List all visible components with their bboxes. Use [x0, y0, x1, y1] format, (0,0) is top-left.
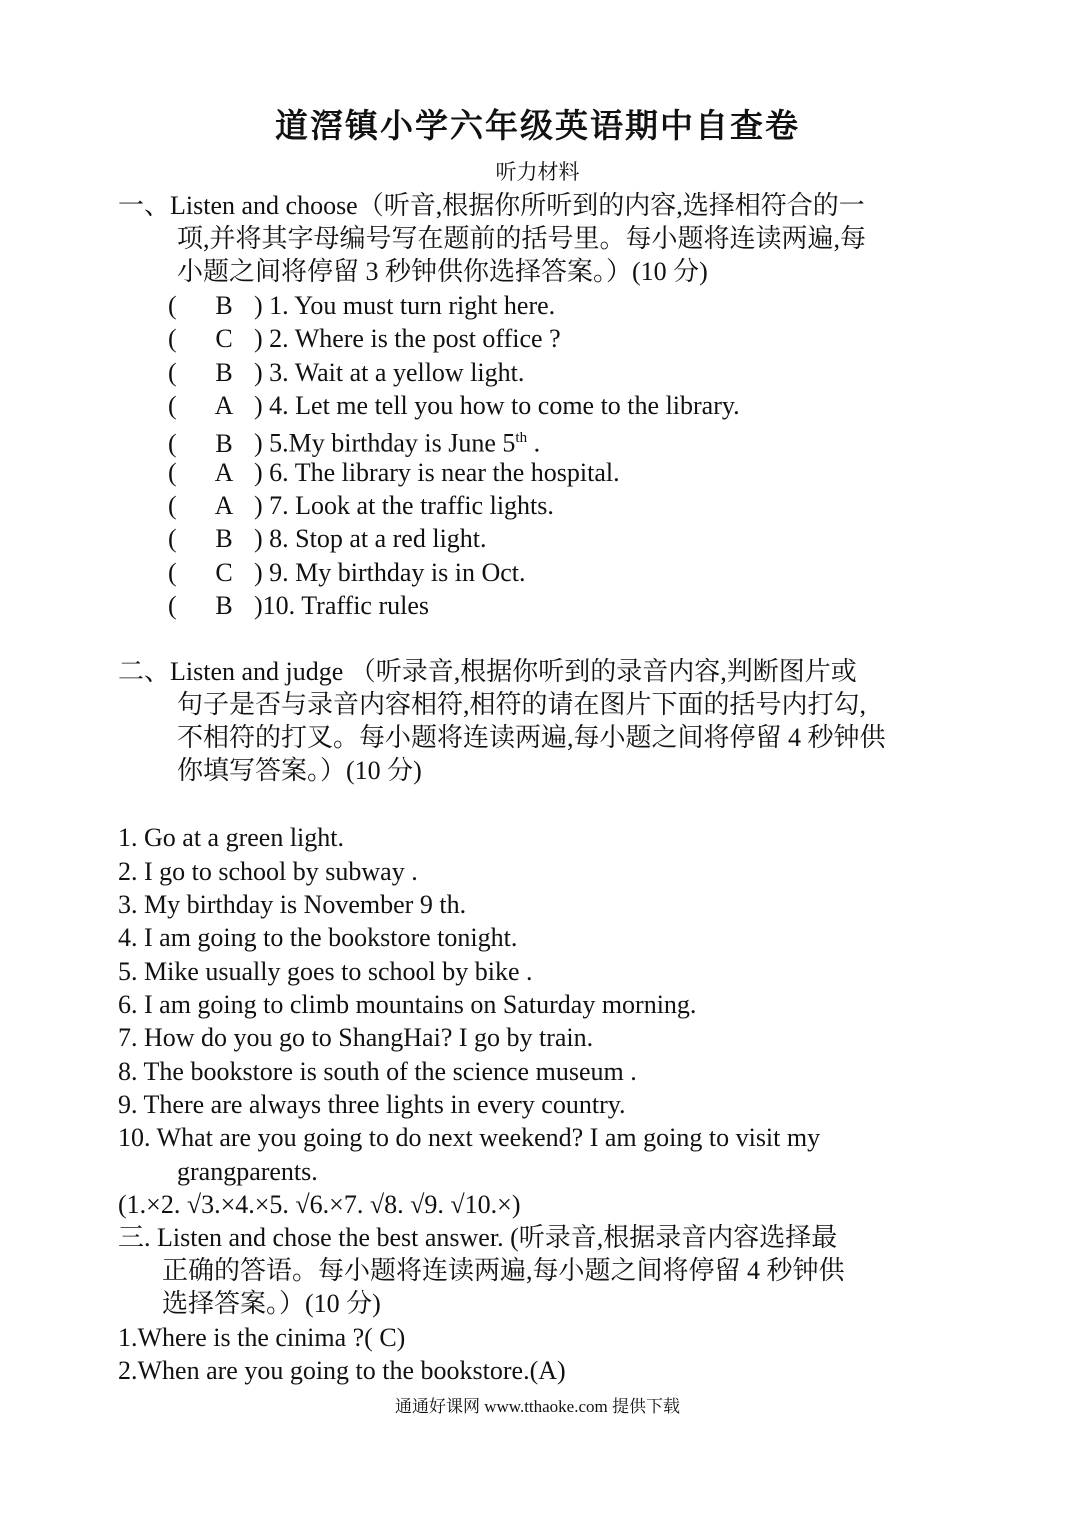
choice-text: ) 9. My birthday is in Oct. [254, 558, 526, 587]
section2-heading-line-1: 二、Listen and judge （听录音,根据你听到的录音内容,判断图片或 [118, 657, 857, 686]
choice-text: ) 5.My birthday is June 5 [254, 428, 516, 458]
choice-item: ( B ) 5.My birthday is June 5th . [168, 428, 541, 458]
section1-heading-line-2: 项,并将其字母编号写在题前的括号里。每小题将连读两遍,每 [177, 224, 867, 253]
choice-text: ) 6. The library is near the hospital. [254, 458, 620, 487]
choice-answer: B [215, 428, 233, 458]
answer-item: 1.Where is the cinima ?( C) [118, 1323, 406, 1352]
choice-answer: B [215, 358, 233, 387]
section2-heading-line-4: 你填写答案。）(10 分) [177, 756, 422, 785]
page-subtitle: 听力材料 [495, 160, 580, 184]
choice-item: ( B ) 1. You must turn right here. [168, 291, 556, 320]
judge-item: 8. The bookstore is south of the science museum . [118, 1057, 637, 1086]
choice-item: ( A ) 6. The library is near the hospital. [168, 458, 620, 487]
choice-item: ( C ) 9. My birthday is in Oct. [168, 558, 526, 587]
choice-answer: C [215, 324, 233, 353]
choice-answer: B [215, 591, 233, 620]
section2-heading-line-3: 不相符的打叉。每小题将连读两遍,每小题之间将停留 4 秒钟供 [177, 723, 886, 752]
choice-answer: C [215, 558, 233, 587]
judge-item: 4. I am going to the bookstore tonight. [118, 923, 518, 952]
choice-item: ( C ) 2. Where is the post office ? [168, 324, 561, 353]
choice-answer: A [214, 458, 234, 487]
choice-text: ) 7. Look at the traffic lights. [254, 491, 554, 520]
choice-text-superscript: th [515, 430, 528, 446]
footer-credit: 通通好课网 www.tthaoke.com 提供下载 [394, 1397, 681, 1416]
choice-text: ) 8. Stop at a red light. [254, 524, 487, 553]
section3-heading-line-1: 三. Listen and chose the best answer. (听录音,根据录音内容选择最 [118, 1223, 838, 1252]
choice-item: ( B )10. Traffic rules [168, 591, 430, 620]
section1-heading-line-3: 小题之间将停留 3 秒钟供你选择答案。）(10 分) [177, 257, 708, 286]
judge-item: 7. How do you go to ShangHai? I go by train. [118, 1023, 594, 1052]
choice-text-tail: . [527, 428, 541, 458]
choice-answer: B [215, 291, 233, 320]
section2-heading-line-2: 句子是否与录音内容相符,相符的请在图片下面的括号内打勾, [177, 690, 867, 719]
judge-item: 3. My birthday is November 9 th. [118, 890, 467, 919]
section3-heading-line-2: 正确的答语。每小题将连读两遍,每小题之间将停留 4 秒钟供 [162, 1256, 845, 1285]
choice-text: ) 1. You must turn right here. [254, 291, 556, 320]
judge-item-continuation: grangparents. [177, 1157, 318, 1186]
choice-answer: A [214, 391, 234, 420]
judge-item: 1. Go at a green light. [118, 823, 344, 852]
section3-heading-line-3: 选择答案。）(10 分) [162, 1289, 381, 1318]
judge-answer-key: (1.×2. √3.×4.×5. √6.×7. √8. √9. √10.×) [118, 1190, 521, 1219]
choice-item: ( B ) 3. Wait at a yellow light. [168, 358, 525, 387]
choice-item: ( A ) 4. Let me tell you how to come to the library. [168, 391, 740, 420]
choice-item: ( B ) 8. Stop at a red light. [168, 524, 487, 553]
judge-item: 5. Mike usually goes to school by bike . [118, 957, 533, 986]
section1-heading-line-1: 一、Listen and choose（听音,根据你所听到的内容,选择相符合的一 [118, 191, 865, 220]
choice-answer: B [215, 524, 233, 553]
choice-text: ) 2. Where is the post office ? [254, 324, 561, 353]
choice-text: )10. Traffic rules [254, 591, 430, 620]
answer-item: 2.When are you going to the bookstore.(A) [118, 1356, 566, 1385]
page-title: 道滘镇小学六年级英语期中自查卷 [275, 106, 800, 145]
judge-item: 2. I go to school by subway . [118, 857, 418, 886]
choice-text: ) 3. Wait at a yellow light. [254, 358, 525, 387]
choice-answer: A [214, 491, 234, 520]
judge-item: 10. What are you going to do next weekend? I am going to visit my [118, 1123, 821, 1152]
choice-item: ( A ) 7. Look at the traffic lights. [168, 491, 554, 520]
judge-item: 9. There are always three lights in every country. [118, 1090, 626, 1119]
choice-text: ) 4. Let me tell you how to come to the library. [254, 391, 740, 420]
judge-item: 6. I am going to climb mountains on Saturday morning. [118, 990, 697, 1019]
